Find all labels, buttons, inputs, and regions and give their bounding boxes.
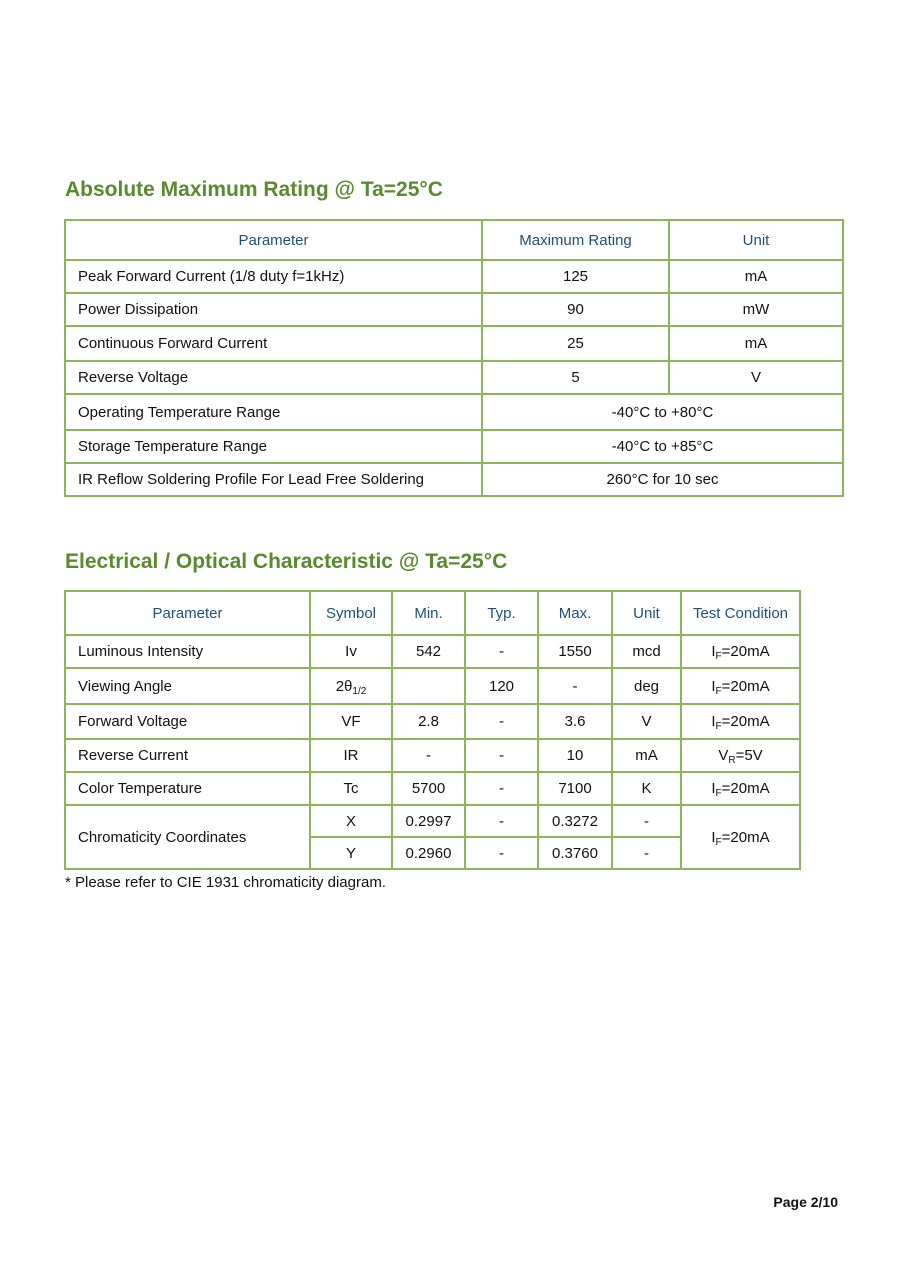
typ-cell: - [465,772,538,805]
min-cell [392,668,465,704]
header-max-rating: Maximum Rating [482,220,669,260]
cond-subscript: F [715,651,722,662]
unit-cell: deg [612,668,681,704]
unit-cell: mA [612,739,681,772]
param-cell: Power Dissipation [65,293,482,326]
cond-subscript: F [715,685,722,697]
page-number: Page 2/10 [773,1194,838,1210]
cond-symbol: I [711,713,716,730]
elec-opt-table [64,590,801,870]
typ-cell: 120 [465,668,538,704]
unit-cell: mA [669,326,843,361]
symbol-main: 2θ [335,677,353,695]
max-cell: 1550 [538,635,612,668]
table-header-row [65,591,800,635]
cond-subscript: F [715,836,722,848]
cond-symbol: I [711,643,716,660]
param-cell: Peak Forward Current (1/8 duty f=1kHz) [65,260,482,293]
cond-symbol: V [718,747,729,764]
cond-subscript: F [715,788,722,799]
param-cell: Operating Temperature Range [65,394,482,430]
elec-opt-title: Electrical / Optical Characteristic @ Ta=25°C [65,550,508,573]
min-cell: 0.2997 [392,805,465,837]
typ-cell: - [465,739,538,772]
unit-cell: K [612,772,681,805]
unit-cell: V [612,704,681,739]
unit-cell: - [612,805,681,837]
typ-cell: - [465,635,538,668]
rating-cell: -40°C to +80°C [482,394,843,430]
symbol-cell: IR [310,739,392,772]
param-cell: Forward Voltage [65,704,310,739]
header-symbol: Symbol [310,591,392,635]
header-max: Max. [538,591,612,635]
unit-cell: V [669,361,843,394]
min-cell: 0.2960 [392,837,465,869]
condition-cell [681,635,800,668]
max-cell: 0.3760 [538,837,612,869]
table-row [65,260,843,293]
header-typ: Typ. [465,591,538,635]
table-header-row [65,220,843,260]
table-row [65,326,843,361]
table-row [65,293,843,326]
max-cell: 3.6 [538,704,612,739]
table-row [65,430,843,463]
symbol-cell: X [310,805,392,837]
max-cell: - [538,668,612,704]
cond-subscript: R [728,755,736,766]
rating-cell: 90 [482,293,669,326]
min-cell: 542 [392,635,465,668]
min-cell: - [392,739,465,772]
min-cell: 5700 [392,772,465,805]
rating-cell: 125 [482,260,669,293]
symbol-subscript: 1/2 [352,685,367,697]
table-row [65,394,843,430]
max-cell: 0.3272 [538,805,612,837]
cond-value: =20mA [721,677,770,695]
cond-subscript: F [715,721,722,732]
param-cell: Reverse Current [65,739,310,772]
max-cell: 10 [538,739,612,772]
rating-cell: 260°C for 10 sec [482,463,843,496]
header-min: Min. [392,591,465,635]
rating-cell: 5 [482,361,669,394]
header-unit: Unit [612,591,681,635]
table-row [65,463,843,496]
table-row [65,361,843,394]
typ-cell: - [465,805,538,837]
cond-value: =20mA [721,713,770,730]
param-cell: Reverse Voltage [65,361,482,394]
cond-value: =20mA [721,643,770,660]
symbol-cell: VF [310,704,392,739]
condition-cell [681,805,800,869]
condition-cell [681,668,800,704]
symbol-cell [310,668,392,704]
header-test-condition: Test Condition [681,591,800,635]
table-row [65,704,800,739]
abs-max-table [64,219,844,497]
param-cell: Viewing Angle [65,668,310,704]
cond-value: =20mA [721,828,770,846]
unit-cell: mcd [612,635,681,668]
min-cell: 2.8 [392,704,465,739]
cond-symbol: I [711,828,716,846]
param-cell: Continuous Forward Current [65,326,482,361]
condition-cell [681,772,800,805]
abs-max-title: Absolute Maximum Rating @ Ta=25°C [65,178,443,201]
typ-cell: - [465,704,538,739]
param-cell: Storage Temperature Range [65,430,482,463]
table-row [65,805,800,837]
param-cell: IR Reflow Soldering Profile For Lead Free Soldering [65,463,482,496]
cond-value: =20mA [721,780,770,797]
header-parameter: Parameter [65,591,310,635]
header-unit: Unit [669,220,843,260]
condition-cell [681,704,800,739]
header-parameter: Parameter [65,220,482,260]
param-cell: Chromaticity Coordinates [65,805,310,869]
rating-cell: -40°C to +85°C [482,430,843,463]
cond-symbol: I [711,677,716,695]
table-row [65,739,800,772]
unit-cell: mW [669,293,843,326]
unit-cell: - [612,837,681,869]
table-row [65,772,800,805]
condition-cell [681,739,800,772]
cond-value: =5V [735,747,763,764]
max-cell: 7100 [538,772,612,805]
rating-cell: 25 [482,326,669,361]
param-cell: Color Temperature [65,772,310,805]
table-row [65,635,800,668]
footnote: * Please refer to CIE 1931 chromaticity diagram. [65,874,386,891]
cond-symbol: I [711,780,716,797]
symbol-cell: Tc [310,772,392,805]
symbol-cell: Iv [310,635,392,668]
symbol-cell: Y [310,837,392,869]
table-row [65,668,800,704]
unit-cell: mA [669,260,843,293]
typ-cell: - [465,837,538,869]
param-cell: Luminous Intensity [65,635,310,668]
